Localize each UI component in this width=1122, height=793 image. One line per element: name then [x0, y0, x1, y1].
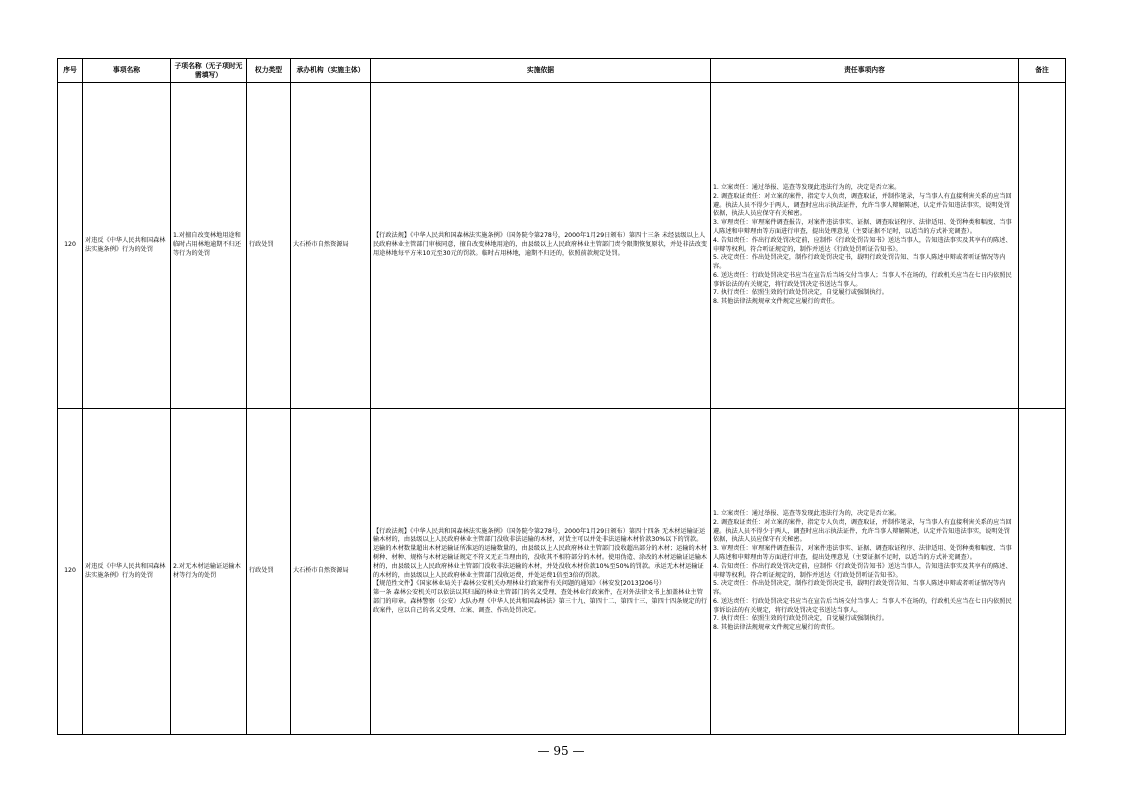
- cell-basis: [371, 83, 711, 409]
- header-duties: 责任事项内容: [711, 59, 1019, 83]
- duty-item: 3. 审理责任：审理案件调查报告，对案件违法事实、证据、调查取证程序、法律适用、处罚种类和幅度、当事人陈述和申辩理由等方面进行审查，提出处理意见（主要证据不足时，以适当的方式补充调查）。: [713, 545, 1012, 561]
- cell-sub-item: 1.对擅自改变林地用途和临时占用林地逾期不归还等行为的处罚: [171, 83, 247, 409]
- cell-remarks: [1019, 83, 1066, 409]
- table-row: [58, 83, 1066, 409]
- duty-item: 1. 立案责任：通过举报、巡查等发现此违法行为的，决定是否立案。: [713, 509, 901, 517]
- duty-item: 6. 送达责任：行政处罚决定书应当在宣告后当场交付当事人；当事人不在场的，行政机关应当在七日内依照民事诉讼法的有关规定，将行政处罚决定书送达当事人。: [713, 597, 1012, 614]
- cell-power-type: 行政处罚: [247, 409, 291, 735]
- header-item-name: 事项名称: [83, 59, 171, 83]
- basis-paragraph: 第一条 森林公安机关可以依法以其归属的林业主管部门的名义受理、查处林业行政案件，在对外法律文书上加盖林业主管部门的印章。森林警察（公安）大队办理《中华人民共和国森林法》第三十九、第四十二、第四十三、第四十四条规定的行政案件，应以自己的名义受理、立案、调查、作出处罚决定。: [373, 589, 708, 614]
- duty-item: 4. 告知责任：作出行政处罚决定前，应制作《行政处罚告知书》送达当事人，告知违法事实及其享有的陈述、申辩等权利。符合听证规定的，制作并送达《行政处罚听证告知书》。: [713, 236, 1012, 253]
- cell-basis: [371, 409, 711, 735]
- duty-item: 8. 其他法律法规规章文件规定应履行的责任。: [713, 298, 839, 306]
- duty-item: 4. 告知责任：作出行政处罚决定前，应制作《行政处罚告知书》送达当事人，告知违法事实及其享有的陈述、申辩等权利。符合听证规定的，制作并送达《行政处罚听证告知书》。: [713, 562, 1012, 579]
- cell-power-type: 行政处罚: [247, 83, 291, 409]
- cell-no: 120: [58, 83, 83, 409]
- cell-sub-item: 2.对无木材运输证运输木材等行为的处罚: [171, 409, 247, 735]
- cell-duties: [711, 83, 1019, 409]
- duty-item: 5. 决定责任：作出处罚决定，制作行政处罚决定书，载明行政处罚告知、当事人陈述申辩或者听证情况等内容。: [713, 580, 1006, 597]
- header-sub-item: 子项名称（无子项时无需填写）: [171, 59, 247, 83]
- basis-paragraph: 【规范性文件】《国家林业局关于森林公安机关办理林业行政案件有关问题的通知》（林安发[2013]206号）: [373, 580, 666, 588]
- cell-item-name: 对违反《中华人民共和国森林法实施条例》行为的处罚: [83, 83, 171, 409]
- header-power-type: 权力类型: [247, 59, 291, 83]
- power-list-table: [57, 58, 1066, 735]
- header-basis: 实施依据: [371, 59, 711, 83]
- header-remarks: 备注: [1019, 59, 1066, 83]
- duty-item: 1. 立案责任：通过举报、巡查等发现此违法行为的，决定是否立案。: [713, 183, 901, 191]
- duty-item: 2. 调查取证责任：对立案的案件，指定专人负责，调查取证，并制作笔录，与当事人有直接利害关系的应当回避。执法人员不得少于两人，调查时应出示执法证件，允许当事人辩解陈述，认定并告知违法事实，说明处罚依据，执法人员应保守有关秘密。: [713, 192, 1012, 218]
- cell-duties: [711, 409, 1019, 735]
- duty-item: 2. 调查取证责任：对立案的案件，指定专人负责，调查取证，并制作笔录，与当事人有直接利害关系的应当回避。执法人员不得少于两人，调查时应出示执法证件，允许当事人辩解陈述，认定并告知违法事实，说明处罚依据，执法人员应保守有关秘密。: [713, 518, 1012, 544]
- cell-no: 120: [58, 409, 83, 735]
- cell-org: 大石桥市自然资源局: [291, 409, 371, 735]
- table-header-row: [58, 59, 1066, 83]
- table-row: [58, 409, 1066, 735]
- cell-org: 大石桥市自然资源局: [291, 83, 371, 409]
- cell-item-name: 对违反《中华人民共和国森林法实施条例》行为的处罚: [83, 409, 171, 735]
- duty-item: 6. 送达责任：行政处罚决定书应当在宣告后当场交付当事人；当事人不在场的，行政机关应当在七日内依照民事诉讼法的有关规定，将行政处罚决定书送达当事人。: [713, 271, 1012, 288]
- duty-item: 3. 审理责任：审理案件调查报告，对案件违法事实、证据、调查取证程序、法律适用、处罚种类和幅度、当事人陈述和申辩理由等方面进行审查，提出处理意见（主要证据不足时，以适当的方式补充调查）。: [713, 219, 1012, 235]
- header-org: 承办机构（实施主体）: [291, 59, 371, 83]
- basis-paragraph: 【行政法规】《中华人民共和国森林法实施条例》（国务院令第278号，2000年1月29日颁布）第四十四条 无木材运输证运输木材的，由县级以上人民政府林业主管部门没收非法运输的木材，对货主可以并处非法运输木材价款30%以下的罚款。 运输的木材数量超出木材运输证所准运的运输数量的，由县级以上人民政府林业主管部门没收超出部分的木材；运输的木材树种、材种、规格与木材运输证规定不符又无正当理由的，没收其不相符部分的木材。使用伪造、涂改的木材运输证运输木材的，由县级以上人民政府林业主管部门没收非法运输的木材，并处没收木材价款10%至50%的罚款。承运无木材运输证的木材的，由县级以上人民政府林业主管部门没收运费，并处运费1倍至3倍的罚款。: [373, 527, 708, 579]
- header-no: 序号: [58, 59, 83, 83]
- cell-remarks: [1019, 409, 1066, 735]
- duty-item: 7. 执行责任：依照生效的行政处罚决定，自觉履行或强制执行。: [713, 289, 888, 297]
- basis-paragraph: 【行政法规】《中华人民共和国森林法实施条例》（国务院令第278号，2000年1月29日颁布）第四十三条 未经县级以上人民政府林业主管部门审核同意，擅自改变林地用途的，由县级以上人民政府林业主管部门责令限期恢复原状，并处非法改变用途林地每平方米10元至30元的罚款。临时占用林地，逾期不归还的，依照前款规定处罚。: [373, 232, 708, 257]
- duty-item: 7. 执行责任：依照生效的行政处罚决定，自觉履行或强制执行。: [713, 615, 888, 623]
- page-number: — 95 —: [537, 744, 585, 758]
- duty-item: 8. 其他法律法规规章文件规定应履行的责任。: [713, 624, 839, 632]
- duty-item: 5. 决定责任：作出处罚决定，制作行政处罚决定书，载明行政处罚告知、当事人陈述申辩或者听证情况等内容。: [713, 254, 1006, 271]
